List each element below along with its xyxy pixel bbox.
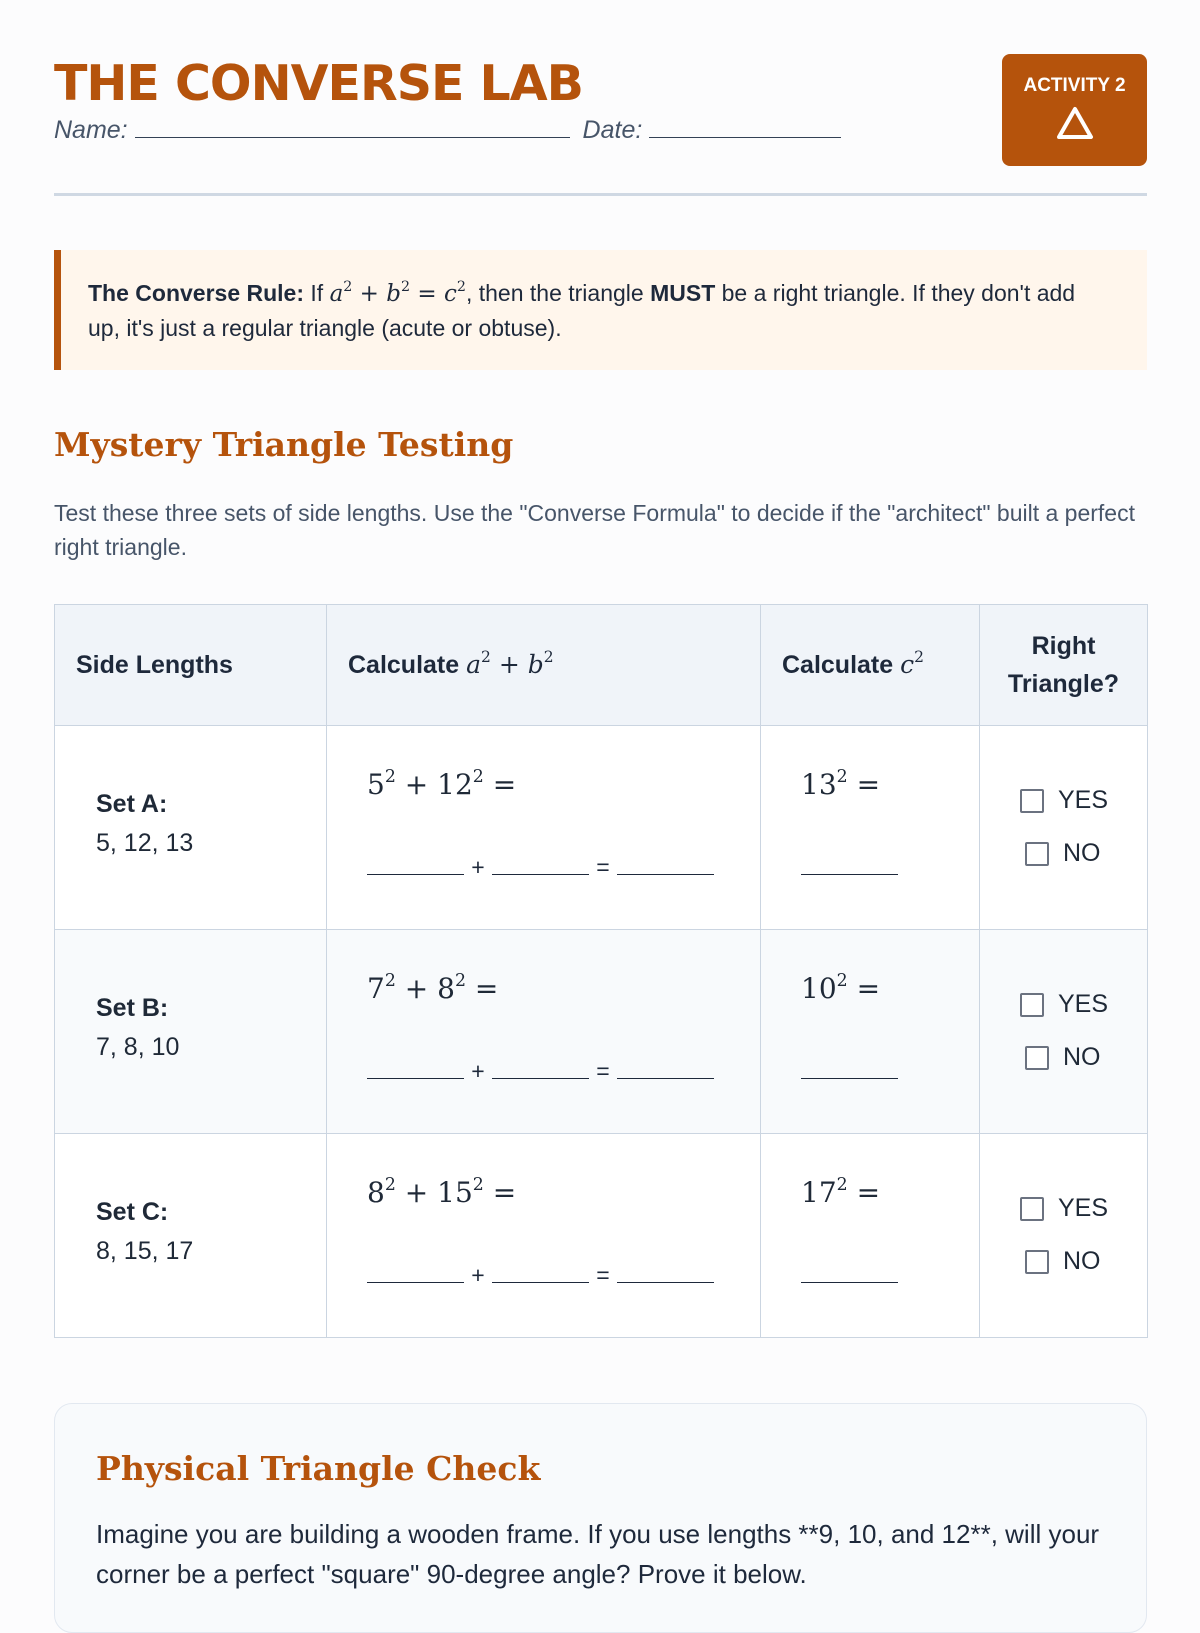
no-checkbox[interactable] [1025,1250,1049,1274]
ab-answer-blanks [367,1262,714,1289]
sum-blank[interactable] [617,854,714,875]
callout-lead: The Converse Rule: [88,280,304,306]
section-intro: Test these three sets of side lengths. Use the "Converse Formula" to decide if the "architect" built a perfect right triangle. [54,500,1135,560]
calc-c-cell [761,726,980,930]
table-row [55,1134,1148,1338]
set-name: Set C: [96,1198,169,1226]
set-name: Set A: [96,790,168,818]
triangle-test-table [54,604,1148,1338]
worksheet-page [54,0,1147,1600]
callout-text-3: be a right triangle. If they don't add up, it's just a regular triangle (acute or obtuse). [88,280,1076,341]
ab-expression: $8^2 + 15^2$ = [367,1174,517,1209]
yes-label: YES [1058,990,1109,1018]
calc-ab-cell [327,1134,761,1338]
table-row [55,930,1148,1134]
plus-sign: + [471,854,485,880]
yes-label: YES [1058,1194,1109,1222]
page-title: THE CONVERSE LAB [54,55,584,112]
section-title: Mystery Triangle Testing [54,425,514,464]
callout-text-2: , then the triangle [465,280,651,306]
right-triangle-cell [980,930,1148,1134]
activity-badge [1002,54,1147,166]
right-triangle-cell [980,726,1148,930]
date-field[interactable] [649,117,841,138]
sum-blank[interactable] [617,1262,714,1283]
side-lengths-cell [55,726,327,930]
plus-sign: + [471,1262,485,1288]
card-title: Physical Triangle Check [96,1449,541,1488]
converse-rule-callout [54,250,1147,370]
set-values: 5, 12, 13 [96,829,194,857]
a-squared-blank[interactable] [367,1262,464,1283]
c-expression: $13^2$ = [801,766,881,801]
set-values: 8, 15, 17 [96,1237,194,1265]
callout-text-1: If [304,280,330,306]
triangle-icon [1055,105,1095,141]
table-header-row [55,605,1148,726]
callout-emphasis: MUST [650,280,716,306]
header-divider [54,193,1147,196]
sum-blank[interactable] [617,1058,714,1079]
activity-label: ACTIVITY 2 [1023,75,1126,96]
yes-option[interactable] [1020,990,1108,1019]
a-squared-blank[interactable] [367,1058,464,1079]
no-option[interactable] [1025,839,1101,868]
yes-checkbox[interactable] [1020,789,1044,813]
no-option[interactable] [1025,1247,1101,1276]
col-header-calc-c: Calculate $c^2$ [761,605,980,726]
col-header-calc-ab: Calculate $a^2 + b^2$ [327,605,761,726]
yes-checkbox[interactable] [1020,1197,1044,1221]
b-squared-blank[interactable] [492,1058,589,1079]
yes-option[interactable] [1020,1194,1108,1223]
physical-check-card [54,1403,1147,1633]
c-expression: $17^2$ = [801,1174,881,1209]
right-triangle-cell [980,1134,1148,1338]
col-header-right-triangle: Right Triangle? [980,605,1148,726]
ab-answer-blanks [367,854,714,881]
pythagorean-formula: $a^2 + b^2 = c^2$ [329,279,466,307]
calc-ab-cell [327,930,761,1134]
ab-answer-blanks [367,1058,714,1085]
yes-label: YES [1058,786,1109,814]
no-label: NO [1063,1043,1101,1071]
ab-expression: $5^2 + 12^2$ = [367,766,517,801]
no-option[interactable] [1025,1043,1101,1072]
table-row [55,726,1148,930]
calc-ab-cell [327,726,761,930]
set-name: Set B: [96,994,169,1022]
col-header-side-lengths: Side Lengths [55,605,327,726]
calc-c-cell [761,930,980,1134]
c-squared-blank[interactable] [801,854,898,875]
plus-sign: + [471,1058,485,1084]
side-lengths-cell [55,930,327,1134]
set-values: 7, 8, 10 [96,1033,180,1061]
yes-option[interactable] [1020,786,1108,815]
no-label: NO [1063,1247,1101,1275]
calc-c-cell [761,1134,980,1338]
yes-checkbox[interactable] [1020,993,1044,1017]
equals-sign: = [596,1058,610,1084]
student-info [54,116,841,145]
date-label: Date: [582,116,643,144]
equals-sign: = [596,854,610,880]
card-text: Imagine you are building a wooden frame. If you use lengths **9, 10, and 12**, will your corner be a perfect "square" 90-degree angle? Prove it below. [96,1519,1100,1589]
name-field[interactable] [135,117,570,138]
b-squared-blank[interactable] [492,1262,589,1283]
equals-sign: = [596,1262,610,1288]
name-label: Name: [54,116,128,144]
no-checkbox[interactable] [1025,842,1049,866]
b-squared-blank[interactable] [492,854,589,875]
c-expression: $10^2$ = [801,970,881,1005]
no-label: NO [1063,839,1101,867]
a-squared-blank[interactable] [367,854,464,875]
no-checkbox[interactable] [1025,1046,1049,1070]
ab-expression: $7^2 + 8^2$ = [367,970,499,1005]
c-squared-blank[interactable] [801,1262,898,1283]
side-lengths-cell [55,1134,327,1338]
c-squared-blank[interactable] [801,1058,898,1079]
